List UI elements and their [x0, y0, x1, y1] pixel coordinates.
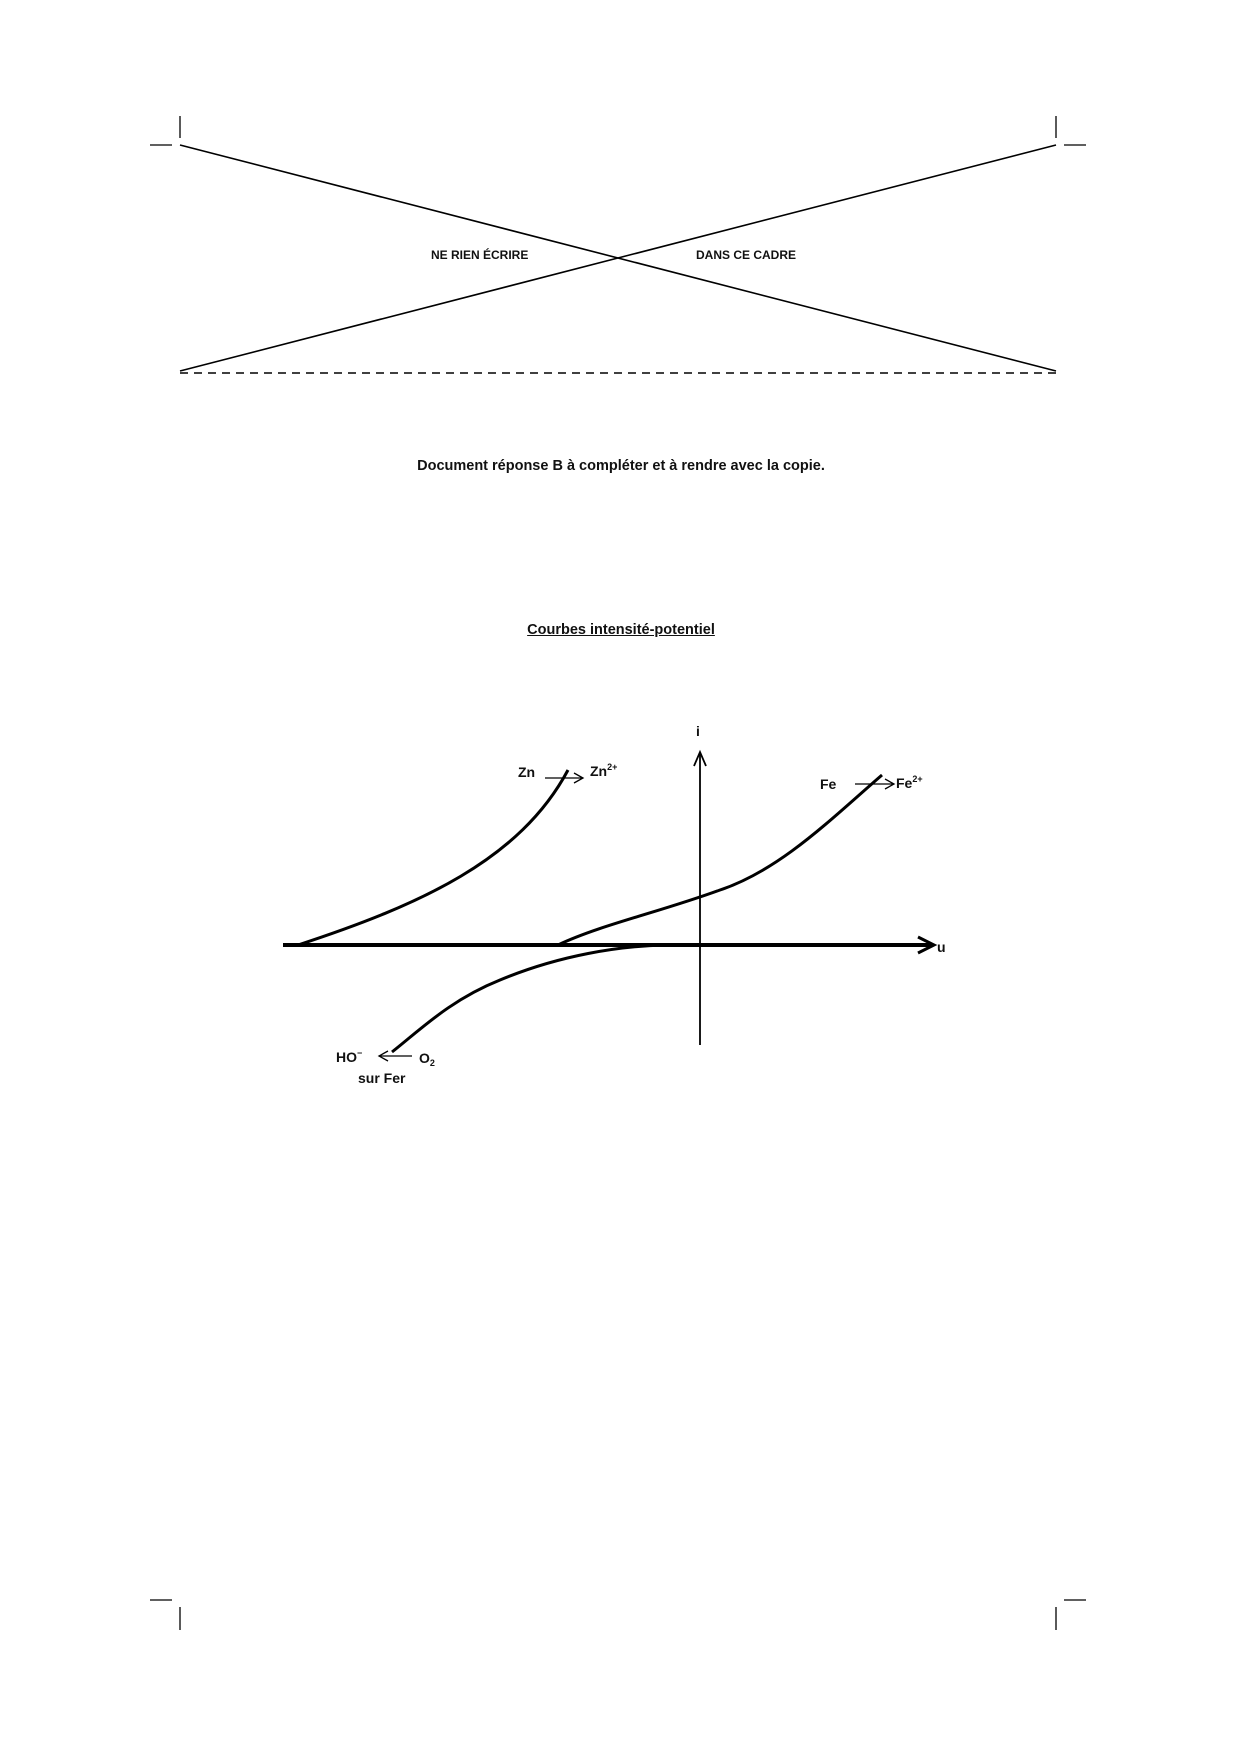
- o2-index: 2: [429, 1058, 435, 1068]
- ho-symbol: HO: [336, 1049, 357, 1065]
- o2-symbol: O: [419, 1050, 430, 1066]
- fe-product-symbol: Fe: [896, 775, 913, 791]
- zn-curve: [298, 770, 568, 945]
- zn-reactant-label: Zn: [518, 764, 536, 780]
- o2-curve-note: sur Fer: [358, 1070, 406, 1086]
- o2-label: [419, 1050, 435, 1068]
- ho-label: [336, 1048, 362, 1065]
- i-axis-label: i: [696, 723, 700, 739]
- graph: [283, 752, 934, 1061]
- ho-charge: −: [357, 1048, 363, 1058]
- o2-reaction-arrow: [379, 1051, 412, 1061]
- fe-product-label: [896, 774, 923, 791]
- fe-curve: [558, 775, 882, 945]
- zn-product-charge: 2+: [607, 762, 618, 772]
- u-axis-label: u: [937, 939, 946, 955]
- no-write-cross: [180, 145, 1056, 371]
- graph-title: Courbes intensité-potentiel: [527, 622, 715, 638]
- cadre-left-text: NE RIEN ÉCRIRE: [431, 248, 529, 262]
- zn-product-symbol: Zn: [590, 763, 608, 779]
- fe-reactant-label: Fe: [820, 776, 837, 792]
- zn-product-label: [590, 762, 617, 779]
- cadre-right-text: DANS CE CADRE: [696, 248, 797, 262]
- crop-marks-bottom: [150, 1600, 1086, 1630]
- document-heading: Document réponse B à compléter et à rendre avec la copie.: [417, 458, 825, 474]
- fe-product-charge: 2+: [912, 774, 923, 784]
- crop-marks-top: [150, 116, 1086, 145]
- o2-curve: [392, 945, 665, 1052]
